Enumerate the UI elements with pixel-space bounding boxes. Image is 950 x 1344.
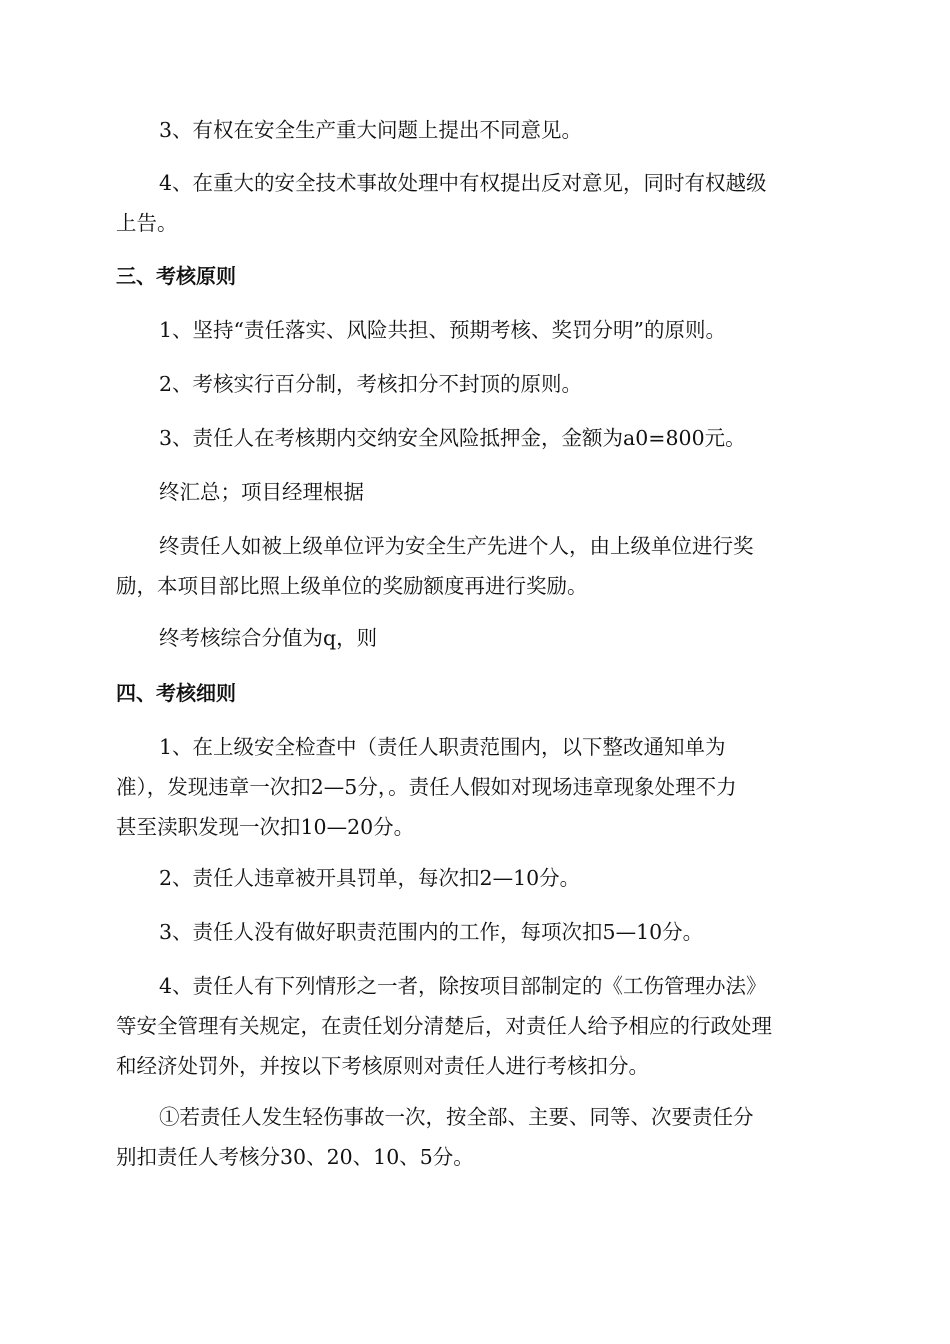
paragraph-line: 3、责任人没有做好职责范围内的工作，每项次扣5—10分。: [159, 920, 704, 944]
paragraph-line: 等安全管理有关规定，在责任划分清楚后，对责任人给予相应的行政处理: [116, 1014, 772, 1038]
paragraph-line: 和经济处罚外，并按以下考核原则对责任人进行考核扣分。: [116, 1054, 649, 1078]
paragraph-principle-1: [116, 310, 836, 350]
paragraph-line: 1、坚持“责任落实、风险共担、预期考核、奖罚分明”的原则。: [159, 318, 727, 342]
paragraph-detail-1: [116, 727, 836, 847]
paragraph-final-score: [116, 618, 836, 658]
paragraph-principle-3: [116, 418, 836, 458]
paragraph-line: 1、在上级安全检查中（责任人职责范围内，以下整改通知单为: [159, 735, 726, 759]
paragraph-line: 别扣责任人考核分30、20、10、5分。: [116, 1145, 474, 1169]
paragraph-line: 终责任人如被上级单位评为安全生产先进个人，由上级单位进行奖: [159, 534, 754, 558]
paragraph-line: 终汇总；项目经理根据: [159, 480, 364, 504]
paragraph-detail-4: [116, 966, 836, 1086]
paragraph-line: 3、有权在安全生产重大问题上提出不同意见。: [159, 118, 583, 142]
paragraph-detail-2: [116, 858, 836, 898]
paragraph-line: 2、责任人违章被开具罚单，每次扣2—10分。: [159, 866, 581, 890]
paragraph-summary: [116, 472, 836, 512]
section-heading-details: [116, 673, 836, 713]
paragraph-line: 2、考核实行百分制，考核扣分不封顶的原则。: [159, 372, 583, 396]
paragraph-line: 上告。: [116, 211, 178, 235]
paragraph-line: 甚至渎职发现一次扣10—20分。: [116, 815, 415, 839]
paragraph-reward: [116, 526, 836, 606]
paragraph-line: 终考核综合分值为q，则: [159, 626, 378, 650]
section-heading-principles: [116, 256, 836, 296]
paragraph-detail-3: [116, 912, 836, 952]
paragraph-detail-4-item-1: [116, 1097, 836, 1177]
paragraph-principle-2: [116, 364, 836, 404]
heading-text: 四、考核细则: [116, 681, 236, 705]
paragraph-right-4: [116, 163, 836, 243]
heading-text: 三、考核原则: [116, 264, 236, 288]
paragraph-line: 4、责任人有下列情形之一者，除按项目部制定的《工伤管理办法》: [159, 974, 767, 998]
paragraph-line: 准），发现违章一次扣2—5分，。责任人假如对现场违章现象处理不力: [116, 775, 737, 799]
paragraph-line: ①若责任人发生轻伤事故一次，按全部、主要、同等、次要责任分: [159, 1105, 754, 1129]
paragraph-line: 4、在重大的安全技术事故处理中有权提出反对意见，同时有权越级: [159, 171, 767, 195]
paragraph-line: 3、责任人在考核期内交纳安全风险抵押金，金额为a0=800元。: [159, 426, 746, 450]
paragraph-right-3: [116, 110, 836, 150]
paragraph-line: 励，本项目部比照上级单位的奖励额度再进行奖励。: [116, 574, 588, 598]
